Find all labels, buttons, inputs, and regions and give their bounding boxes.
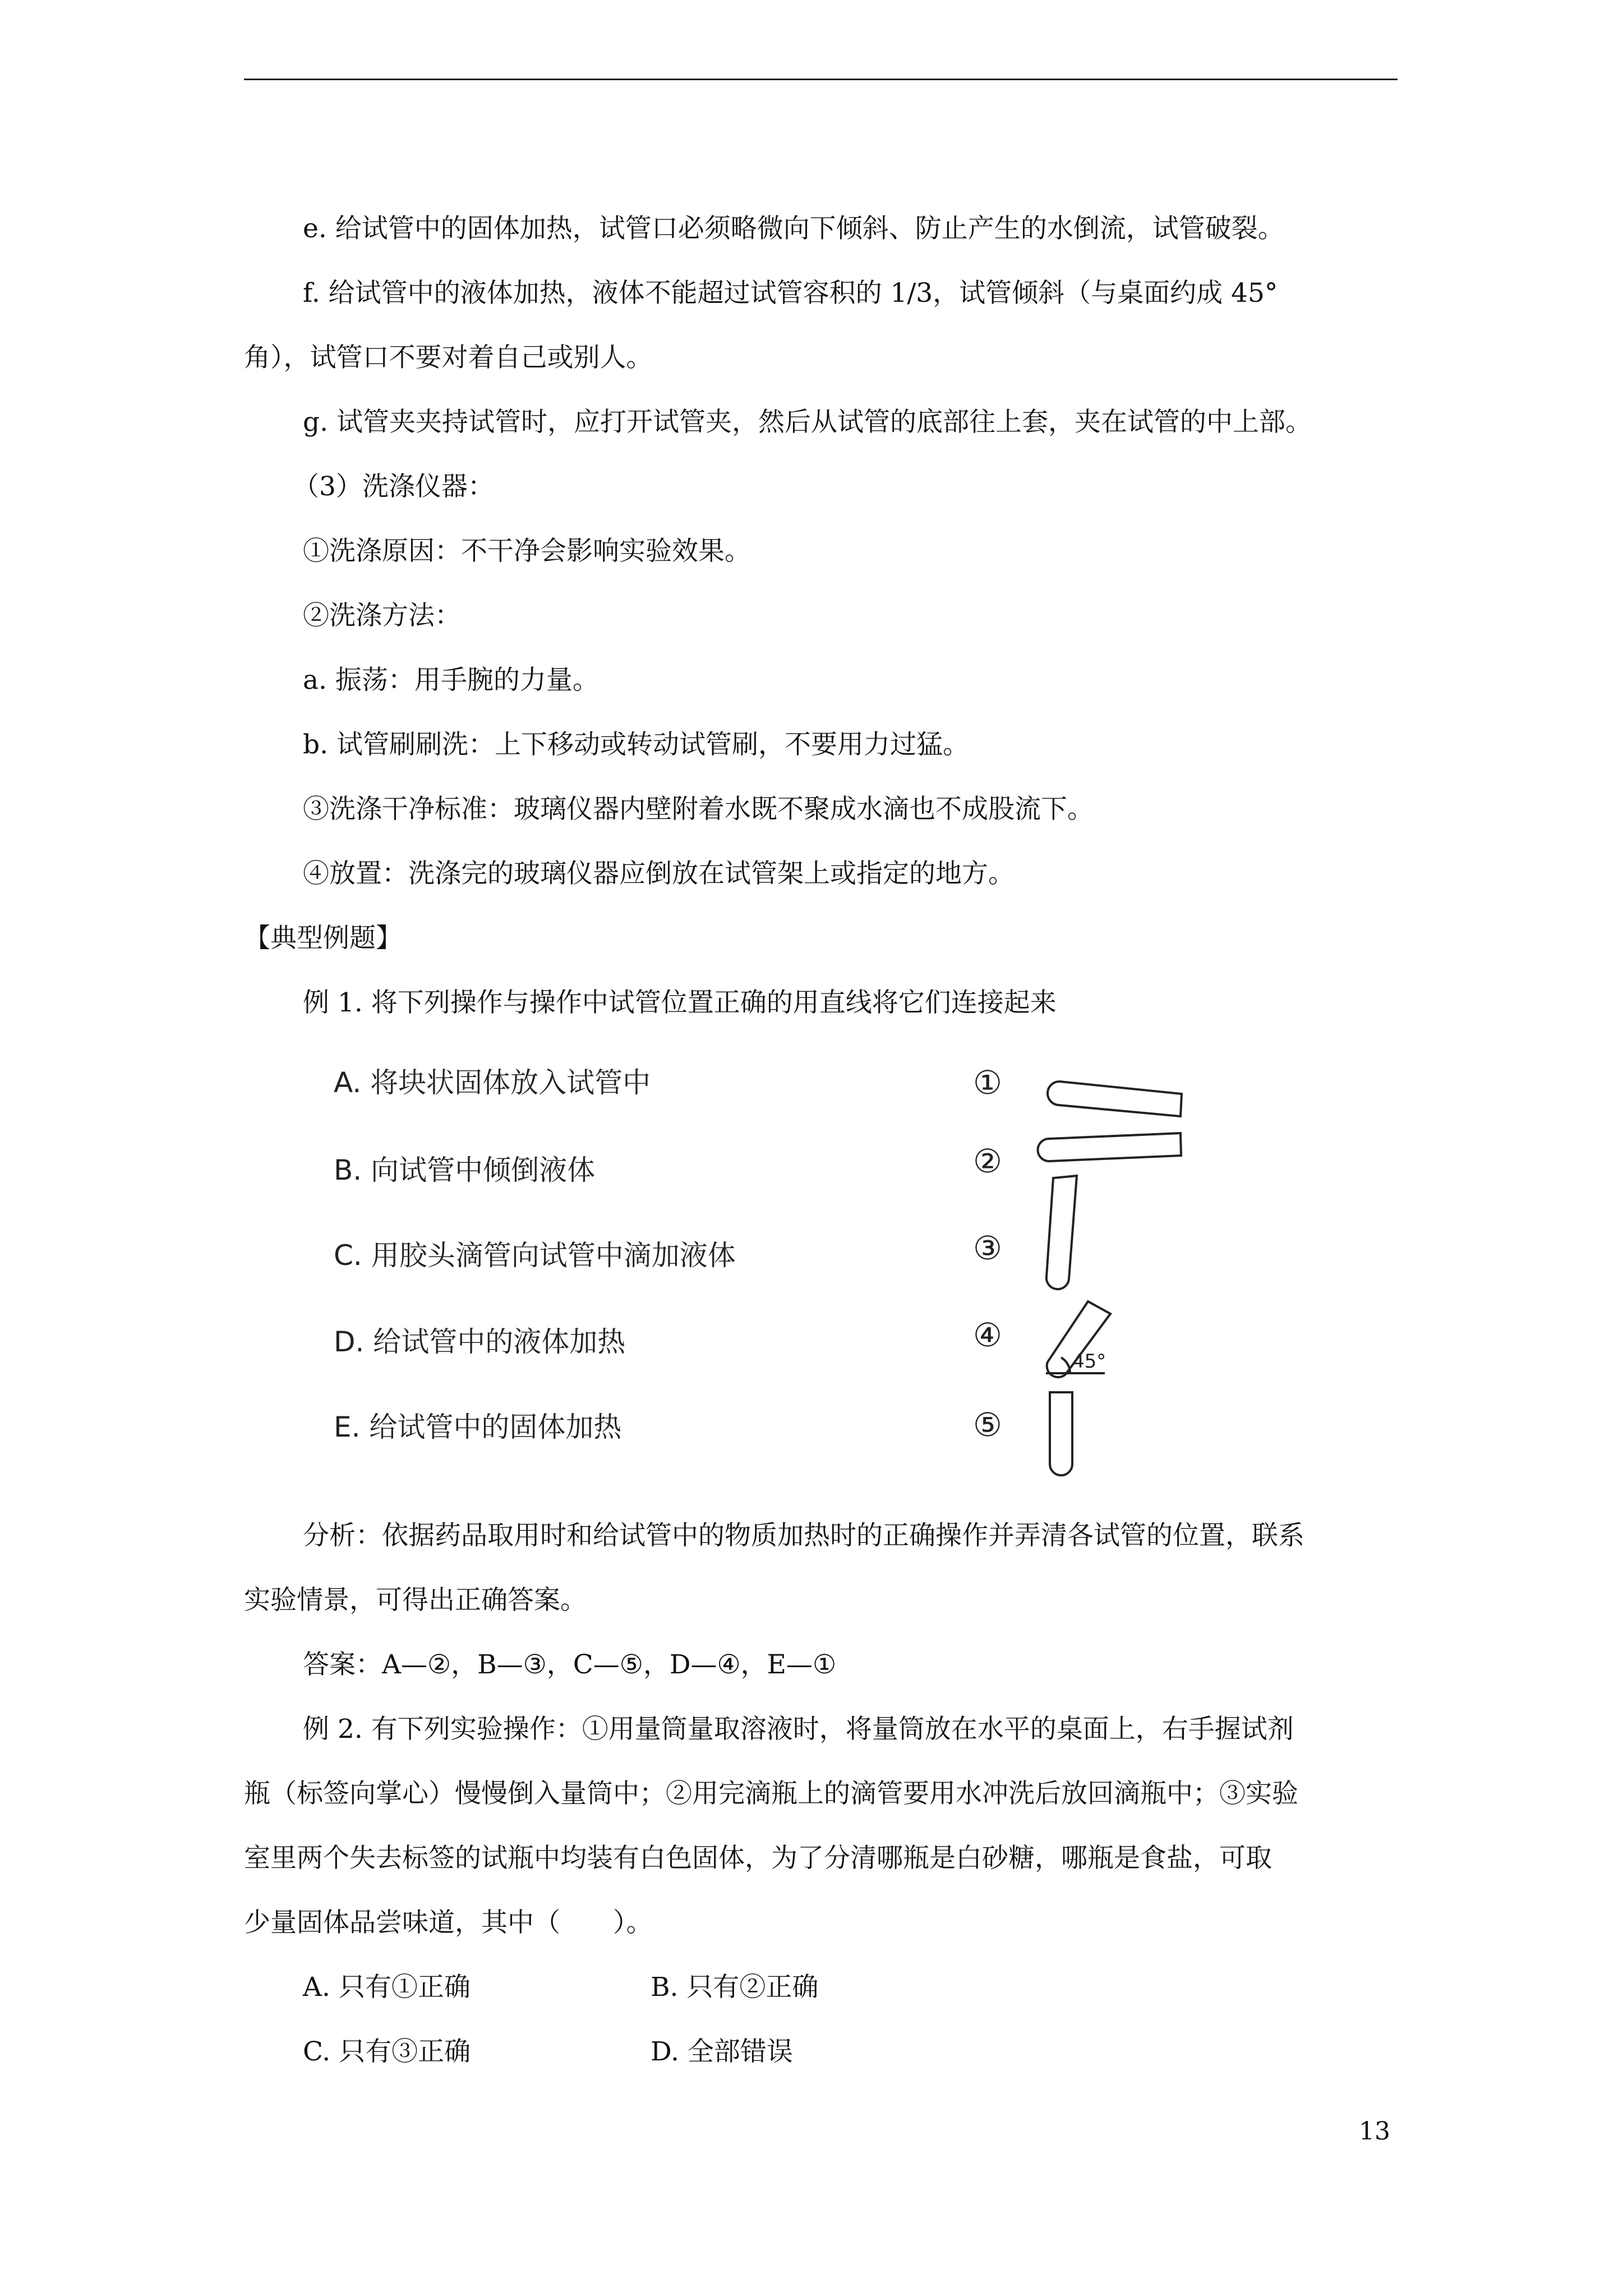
paragraph-f-line1: f. 给试管中的液体加热，液体不能超过试管容积的 1/3，试管倾斜（与桌面约成 45°	[303, 278, 1278, 309]
example1-question: 例 1. 将下列操作与操作中试管位置正确的用直线将它们连接起来	[303, 987, 1057, 1018]
option-a: A. 只有①正确	[303, 1972, 471, 2003]
wash-placement: ④放置：洗涤完的玻璃仪器应倒放在试管架上或指定的地方。	[303, 858, 1015, 889]
position-5-label: ⑤	[973, 1406, 1002, 1444]
operation-e: E. 给试管中的固体加热	[334, 1411, 622, 1443]
example2-line1: 例 2. 有下列实验操作：①用量筒量取溶液时，将量筒放在水平的桌面上，右手握试剂	[303, 1714, 1294, 1745]
page-number: 13	[1359, 2117, 1390, 2146]
angle-label: 45°	[1072, 1350, 1106, 1373]
position-2-label: ②	[973, 1142, 1002, 1180]
example2-line4: 少量固体品尝味道，其中（ ）。	[244, 1907, 653, 1938]
wash-reason: ①洗涤原因：不干净会影响实验效果。	[303, 536, 751, 567]
analysis-line2: 实验情景，可得出正确答案。	[244, 1585, 587, 1616]
position-4-label: ④	[973, 1316, 1002, 1354]
example1-answer: 答案：A—②，B—③，C—⑤，D—④，E—①	[303, 1649, 837, 1680]
option-b: B. 只有②正确	[651, 1972, 819, 2003]
operation-b: B. 向试管中倾倒液体	[334, 1154, 596, 1186]
operation-d: D. 给试管中的液体加热	[334, 1326, 626, 1358]
paragraph-f-line2: 角），试管口不要对着自己或别人。	[244, 342, 653, 373]
test-tube-3-upright	[1046, 1176, 1077, 1289]
header-rule	[244, 79, 1398, 80]
test-tube-2-horizontal	[1038, 1133, 1181, 1161]
paragraph-g: g. 试管夹夹持试管时，应打开试管夹，然后从试管的底部往上套，夹在试管的中上部。	[303, 407, 1312, 438]
wash-method: ②洗涤方法：	[303, 600, 461, 631]
example2-line2: 瓶（标签向掌心）慢慢倒入量筒中；②用完滴瓶上的滴管要用水冲洗后放回滴瓶中；③实验	[244, 1778, 1298, 1809]
position-1-label: ①	[973, 1064, 1002, 1102]
example2-line3: 室里两个失去标签的试瓶中均装有白色固体，为了分清哪瓶是白砂糖，哪瓶是食盐，可取	[244, 1843, 1272, 1874]
operation-a: A. 将块状固体放入试管中	[334, 1066, 651, 1099]
paragraph-e: e. 给试管中的固体加热，试管口必须略微向下倾斜、防止产生的水倒流，试管破裂。	[303, 213, 1284, 244]
wash-standard: ③洗涤干净标准：玻璃仪器内壁附着水既不聚成水滴也不成股流下。	[303, 794, 1094, 825]
test-tube-1-slightly-tilted	[1048, 1082, 1182, 1116]
operation-c: C. 用胶头滴管向试管中滴加液体	[334, 1239, 736, 1272]
position-3-label: ③	[973, 1229, 1002, 1267]
option-c: C. 只有③正确	[303, 2036, 471, 2067]
wash-method-b: b. 试管刷刷洗：上下移动或转动试管刷，不要用力过猛。	[303, 729, 969, 760]
wash-method-a: a. 振荡：用手腕的力量。	[303, 665, 599, 696]
test-tube-diagram	[1021, 1043, 1200, 1481]
wash-title: （3）洗涤仪器：	[293, 471, 494, 502]
analysis-line1: 分析：依据药品取用时和给试管中的物质加热时的正确操作并弄清各试管的位置，联系	[303, 1520, 1304, 1551]
option-d: D. 全部错误	[651, 2036, 793, 2067]
section-title: 【典型例题】	[244, 923, 402, 954]
test-tube-5-vertical	[1050, 1392, 1072, 1475]
